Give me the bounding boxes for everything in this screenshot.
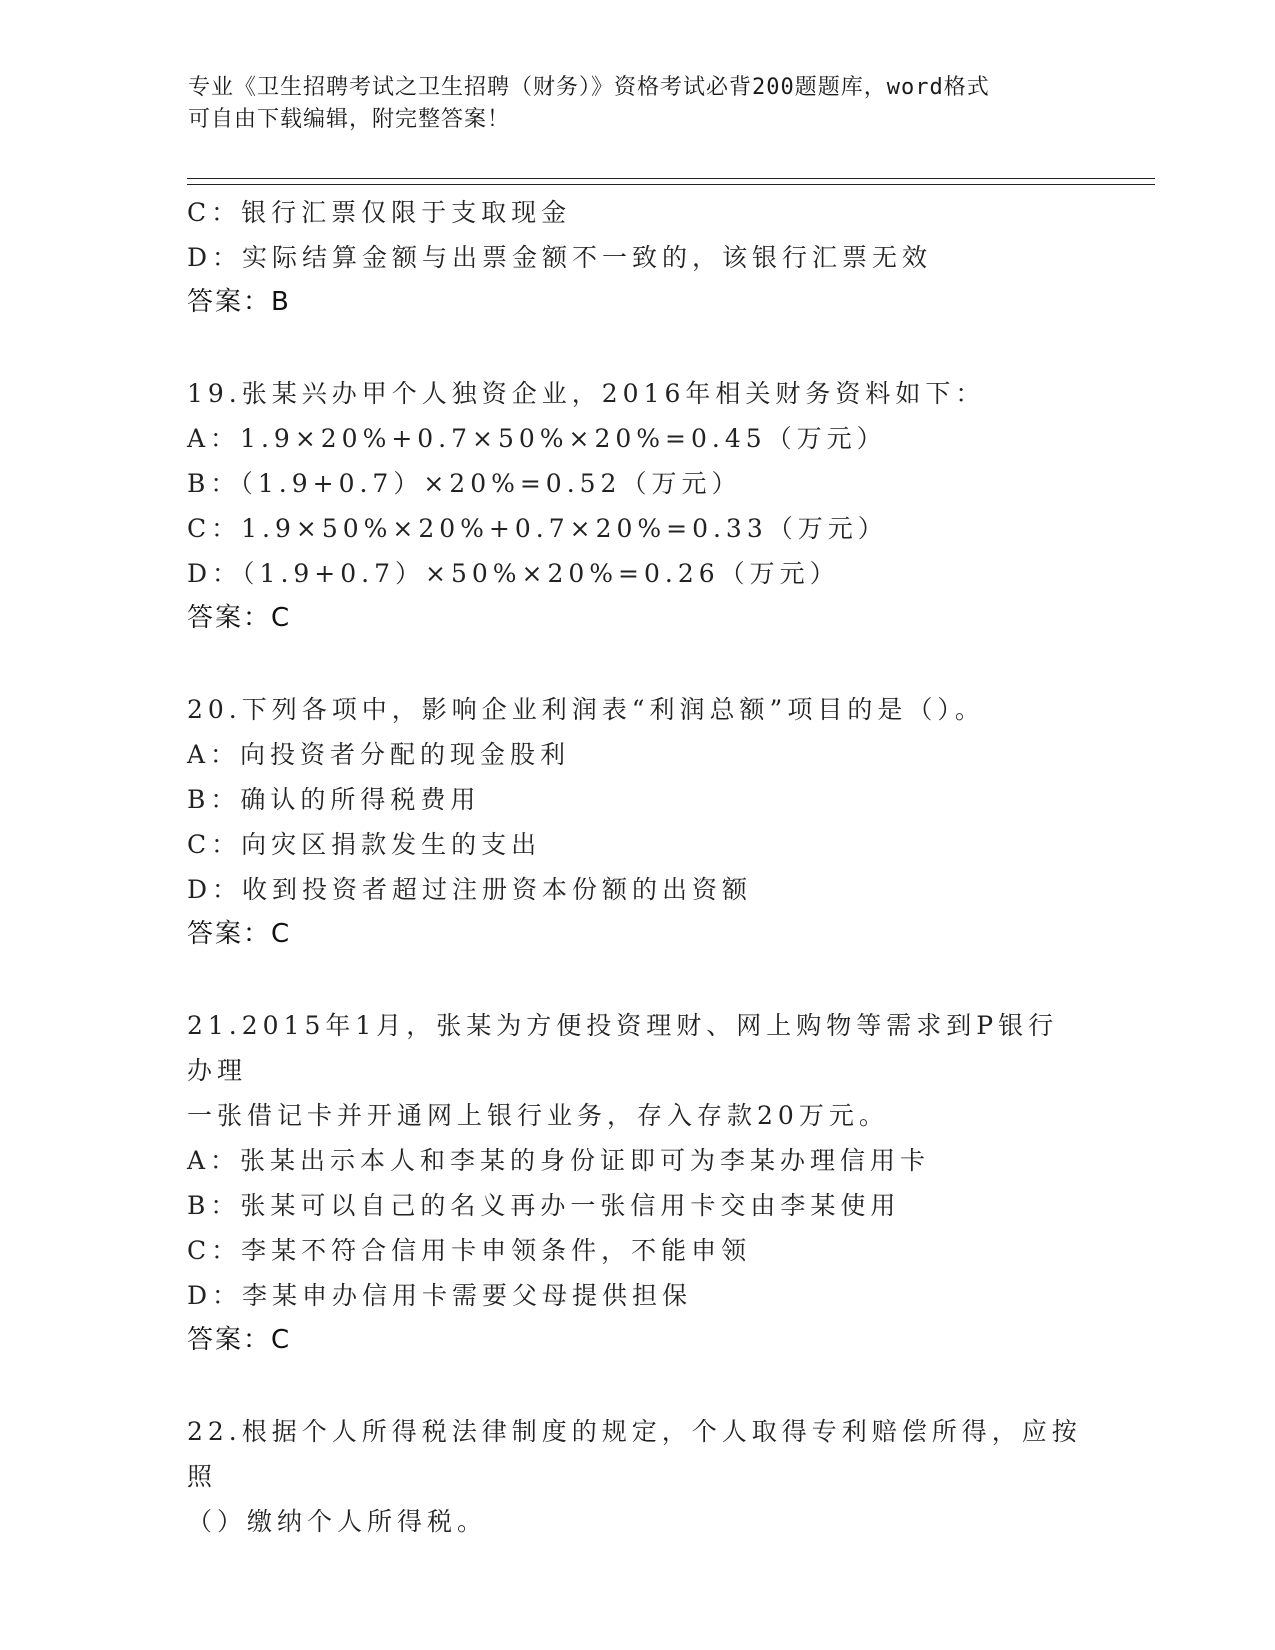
question-block-21 <box>187 1003 1147 1363</box>
question-list <box>187 190 1147 1544</box>
question-block-19 <box>187 371 1147 641</box>
answer-line: 答案：C <box>187 919 292 949</box>
option-c: C：李某不符合信用卡申领条件，不能申领 <box>187 1236 752 1265</box>
question-text-line-1: 22.根据个人所得税法律制度的规定，个人取得专利赔偿所得，应按照 <box>187 1417 1082 1491</box>
question-text-line-2: 一张借记卡并开通网上银行业务，存入存款20万元。 <box>187 1101 889 1130</box>
answer-line: 答案：C <box>187 603 292 633</box>
option-b: B：（1.9+0.7）×20%=0.52（万元） <box>187 469 742 498</box>
question-block-20 <box>187 687 1147 957</box>
question-text-line-2: （）缴纳个人所得税。 <box>187 1507 488 1536</box>
option-d: D：收到投资者超过注册资本份额的出资额 <box>187 875 753 904</box>
option-c: C：银行汇票仅限于支取现金 <box>187 198 572 227</box>
option-a: A：向投资者分配的现金股利 <box>187 740 571 769</box>
question-text-line-1: 21.2015年1月，张某为方便投资理财、网上购物等需求到P银行办理 <box>187 1011 1059 1085</box>
header-title-line-1: 专业《卫生招聘考试之卫生招聘（财务）》资格考试必背200题题库，word格式 <box>188 75 990 100</box>
option-d: D：李某申办信用卡需要父母提供担保 <box>187 1281 693 1310</box>
option-b: B：确认的所得税费用 <box>187 785 481 814</box>
answer-line: 答案：B <box>187 287 291 317</box>
header-divider-top <box>187 178 1155 179</box>
page-header <box>188 72 1068 136</box>
question-block-22 <box>187 1409 1147 1544</box>
answer-line: 答案：C <box>187 1325 292 1355</box>
option-c: C：1.9×50%×20%+0.7×20%=0.33（万元） <box>187 514 888 543</box>
question-text: 20.下列各项中，影响企业利润表“利润总额”项目的是（）。 <box>187 695 985 724</box>
option-d: D：实际结算金额与出票金额不一致的，该银行汇票无效 <box>187 243 933 272</box>
header-divider-bottom <box>187 184 1155 185</box>
option-b: B：张某可以自己的名义再办一张信用卡交由李某使用 <box>187 1191 901 1220</box>
header-title-line-2: 可自由下载编辑，附完整答案！ <box>188 107 511 132</box>
option-c: C：向灾区捐款发生的支出 <box>187 830 542 859</box>
question-block-previous <box>187 190 1147 325</box>
option-d: D：（1.9+0.7）×50%×20%=0.26（万元） <box>187 559 840 588</box>
question-text: 19.张某兴办甲个人独资企业，2016年相关财务资料如下： <box>187 379 986 408</box>
option-a: A：张某出示本人和李某的身份证即可为李某办理信用卡 <box>187 1146 931 1175</box>
option-a: A：1.9×20%+0.7×50%×20%=0.45（万元） <box>187 424 887 453</box>
